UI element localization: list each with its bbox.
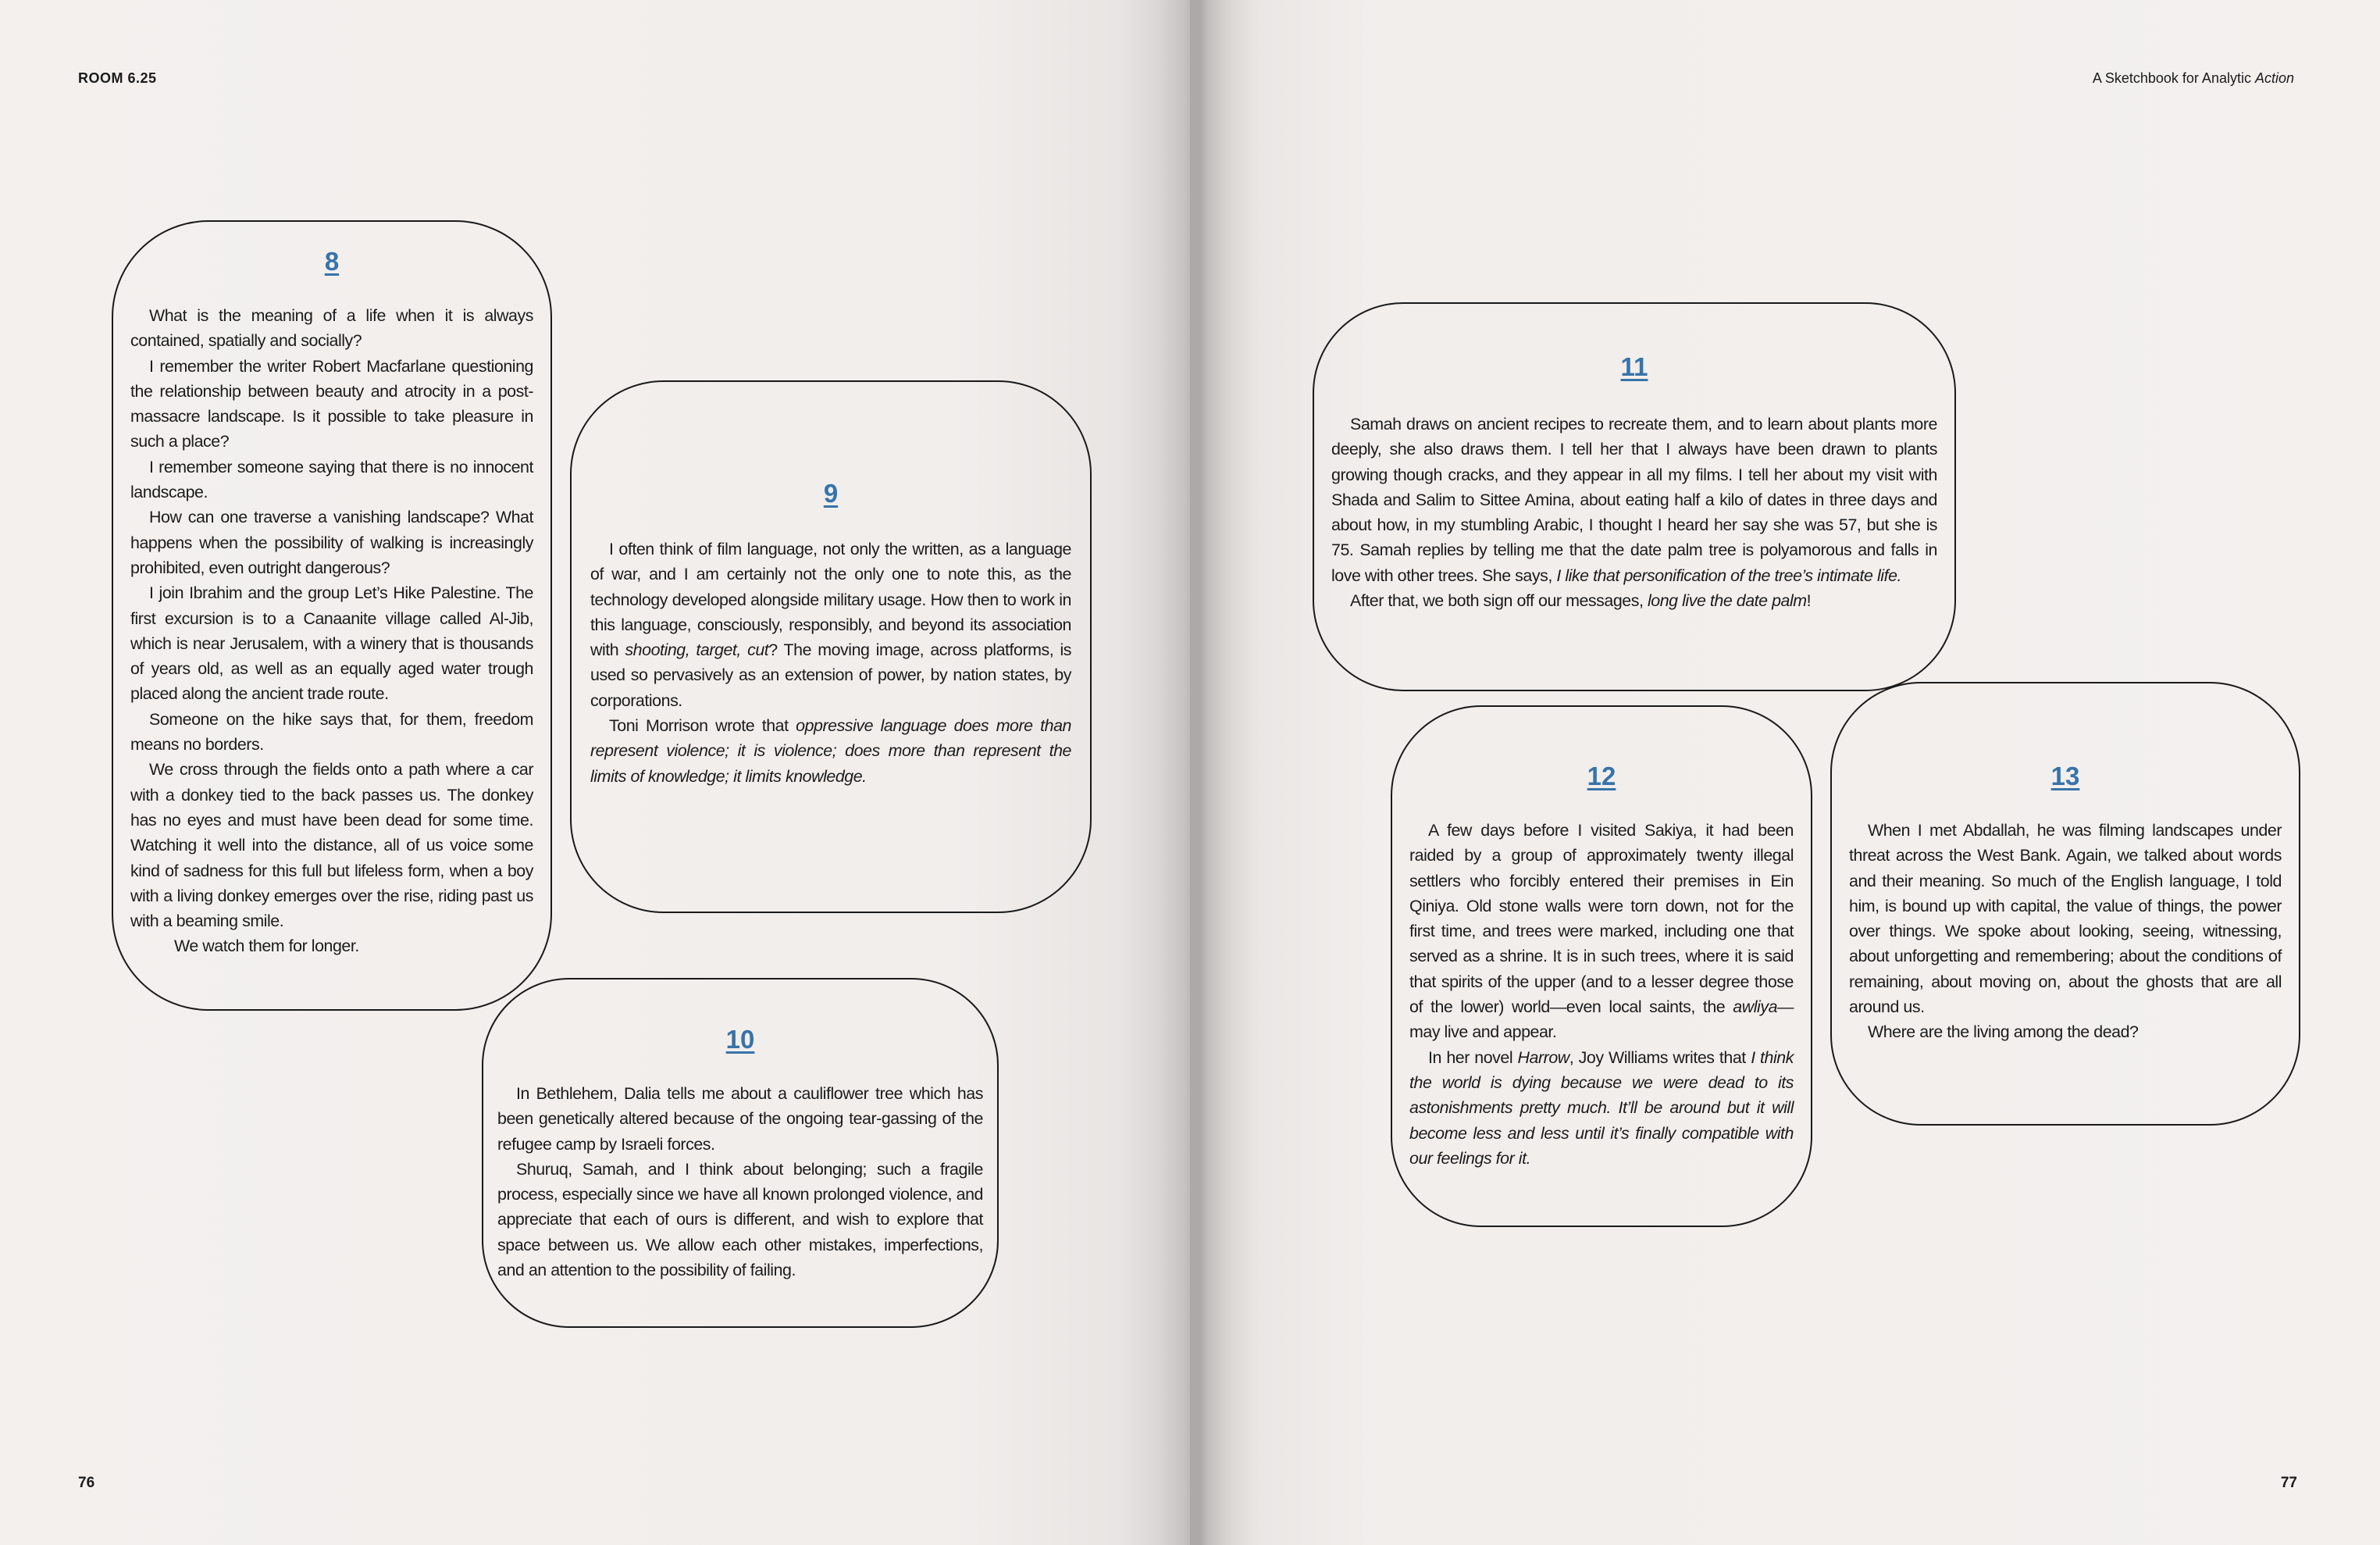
- text-run: In Bethlehem, Dalia tells me about a cauliflower tree which has been genetically altered because of the ongoing tear-gassing of the refugee camp by Israeli forces.: [497, 1084, 983, 1154]
- text-run: After that, we both sign off our messages,: [1350, 591, 1648, 611]
- box-body: [1331, 412, 1937, 613]
- paragraph: [1409, 1045, 1794, 1171]
- running-header-right-text: A Sketchbook for Analytic: [2092, 70, 2255, 86]
- box-number: 9: [823, 479, 839, 508]
- text-run: Where are the living among the dead?: [1868, 1022, 2139, 1042]
- paragraph: [130, 354, 533, 455]
- paragraph: [590, 537, 1071, 713]
- text-run: , Joy Williams writes that: [1569, 1047, 1751, 1067]
- paragraph: [130, 455, 533, 505]
- emphasis-text: shooting, target, cut: [625, 640, 769, 660]
- text-run: A few days before I visited Sakiya, it had been raided by a group of approximately twenty illegal settlers who forcibly entered their premises in Ein Qiniya. Old stone walls were torn down, not for the first time, and trees were marked, including one that served as a shrine. It is in such trees, where it is said that spirits of the upper (and to a lesser degree those of the lower) world—even local saints, the: [1409, 821, 1794, 1017]
- emphasis-text: oppressive language does more than represent violence; it is violence; does more than represent the limits of knowledge; it limits knowledge.: [590, 716, 1071, 786]
- text-run: Shuruq, Samah, and I think about belonging; such a fragile process, especially since we have all known prolonged violence, and appreciate that each of ours is different, and wish to explore that space between us. We allow each other mistakes, imperfections, and an attention to the possibility of failing.: [497, 1159, 983, 1280]
- paragraph: [497, 1081, 983, 1157]
- text-box-10: [482, 978, 999, 1328]
- emphasis-text: Harrow: [1517, 1047, 1569, 1067]
- paragraph: [130, 757, 533, 933]
- running-header-right-emphasis: Action: [2254, 70, 2294, 86]
- box-body: [590, 537, 1071, 789]
- text-run: I often think of film language, not only the written, as a language of war, and I am certainly not the only one to note this, as the technology developed alongside military usage. How then to work in this language, consciously, responsibly, and beyond its association with: [590, 540, 1071, 660]
- text-run: ? The moving image, across platforms, is used so pervasively as an extension of power, by nation states, by corporations.: [590, 640, 1071, 710]
- emphasis-text: I like that personification of the tree’s intimate life.: [1556, 566, 1902, 585]
- text-run: I remember the writer Robert Macfarlane questioning the relationship between beauty and atrocity in a post-massacre landscape. Is it possible to take pleasure in such a place?: [130, 356, 533, 451]
- text-run: !: [1806, 591, 1812, 611]
- paragraph: [130, 933, 533, 958]
- paragraph: [130, 505, 533, 580]
- box-body: [1849, 818, 2282, 1045]
- box-body: [497, 1081, 983, 1283]
- text-run: I remember someone saying that there is no innocent landscape.: [130, 457, 533, 502]
- text-run: How can one traverse a vanishing landscape? What happens when the possibility of walking is increasingly prohibited, even outright dangerous?: [130, 508, 533, 577]
- text-box-12: [1391, 705, 1812, 1227]
- text-box-13: [1830, 682, 2300, 1126]
- running-header-left: ROOM 6.25: [78, 70, 157, 86]
- text-run: In her novel: [1428, 1047, 1518, 1067]
- text-run: We cross through the fields onto a path where a car with a donkey tied to the back passes us. The donkey has no eyes and must have been dead for some time. Watching it well into the distance, all of us voice some kind of sadness for this full but lifeless form, when a boy with a living donkey emerges over the rise, riding past us with a beaming smile.: [130, 760, 533, 931]
- box-number: 8: [324, 247, 340, 276]
- page-number-right: 77: [2280, 1475, 2297, 1491]
- emphasis-text: I think the world is dying because we were dead to its astonishments pretty much. It’ll be around but it will become less and less until it’s finally compatible with our feelings for it.: [1409, 1047, 1794, 1168]
- paragraph: [130, 303, 533, 354]
- text-run: Someone on the hike says that, for them, freedom means no borders.: [130, 709, 533, 755]
- paragraph: [1331, 412, 1937, 588]
- paragraph: [1849, 1019, 2282, 1044]
- page-number-left: 76: [78, 1475, 95, 1491]
- paragraph: [1409, 818, 1794, 1045]
- paragraph: [130, 707, 533, 758]
- paragraph: [1331, 588, 1937, 613]
- text-run: Samah draws on ancient recipes to recreate them, and to learn about plants more deeply, she also draws them. I tell her that I always have been drawn to plants growing though cracks, and they appear in all my films. I tell her about my visit with Shada and Salim to Sittee Amina, about eating half a kilo of dates in three days and about how, in my stumbling Arabic, I thought I heard her say she was 57, but she is 75. Samah replies by telling me that the date palm tree is polyamorous and falls in love with other trees. She says,: [1331, 415, 1937, 585]
- box-number: 13: [2050, 762, 2080, 790]
- running-header-right: [2093, 69, 2294, 87]
- box-body: [1409, 818, 1794, 1171]
- box-number: 11: [1620, 352, 1648, 381]
- paragraph: [1849, 818, 2282, 1019]
- book-spine-shadow: [1156, 0, 1249, 1545]
- paragraph: [497, 1157, 983, 1283]
- text-run: We watch them for longer.: [174, 937, 359, 956]
- box-number: 10: [725, 1025, 755, 1054]
- text-run: —may live and appear.: [1409, 997, 1794, 1042]
- emphasis-text: long live the date palm: [1647, 591, 1807, 611]
- text-run: I join Ibrahim and the group Let’s Hike Palestine. The first excursion is to a Canaanite village called Al-Jib, which is near Jerusalem, with a winery that is thousands of years old, as well as an equally aged water trough placed along the ancient trade route.: [130, 583, 533, 704]
- text-run: What is the meaning of a life when it is always contained, spatially and socially?: [130, 306, 533, 351]
- text-box-11: [1313, 302, 1956, 691]
- box-number: 12: [1587, 762, 1616, 790]
- paragraph: [590, 713, 1071, 789]
- box-body: [130, 303, 533, 959]
- text-box-9: [570, 380, 1092, 913]
- emphasis-text: awliya: [1733, 997, 1778, 1017]
- text-run: When I met Abdallah, he was filming landscapes under threat across the West Bank. Again, we talked about words and their meaning. So much of the English language, I told him, is bound up with capital, the value of things, the power over things. We spoke about looking, seeing, witnessing, about unforgetting and remembering; about the conditions of remaining, about moving on, about the ghosts that are all around us.: [1849, 821, 2282, 1017]
- text-run: Toni Morrison wrote that: [609, 716, 796, 736]
- paragraph: [130, 580, 533, 706]
- text-box-8: [112, 220, 552, 1011]
